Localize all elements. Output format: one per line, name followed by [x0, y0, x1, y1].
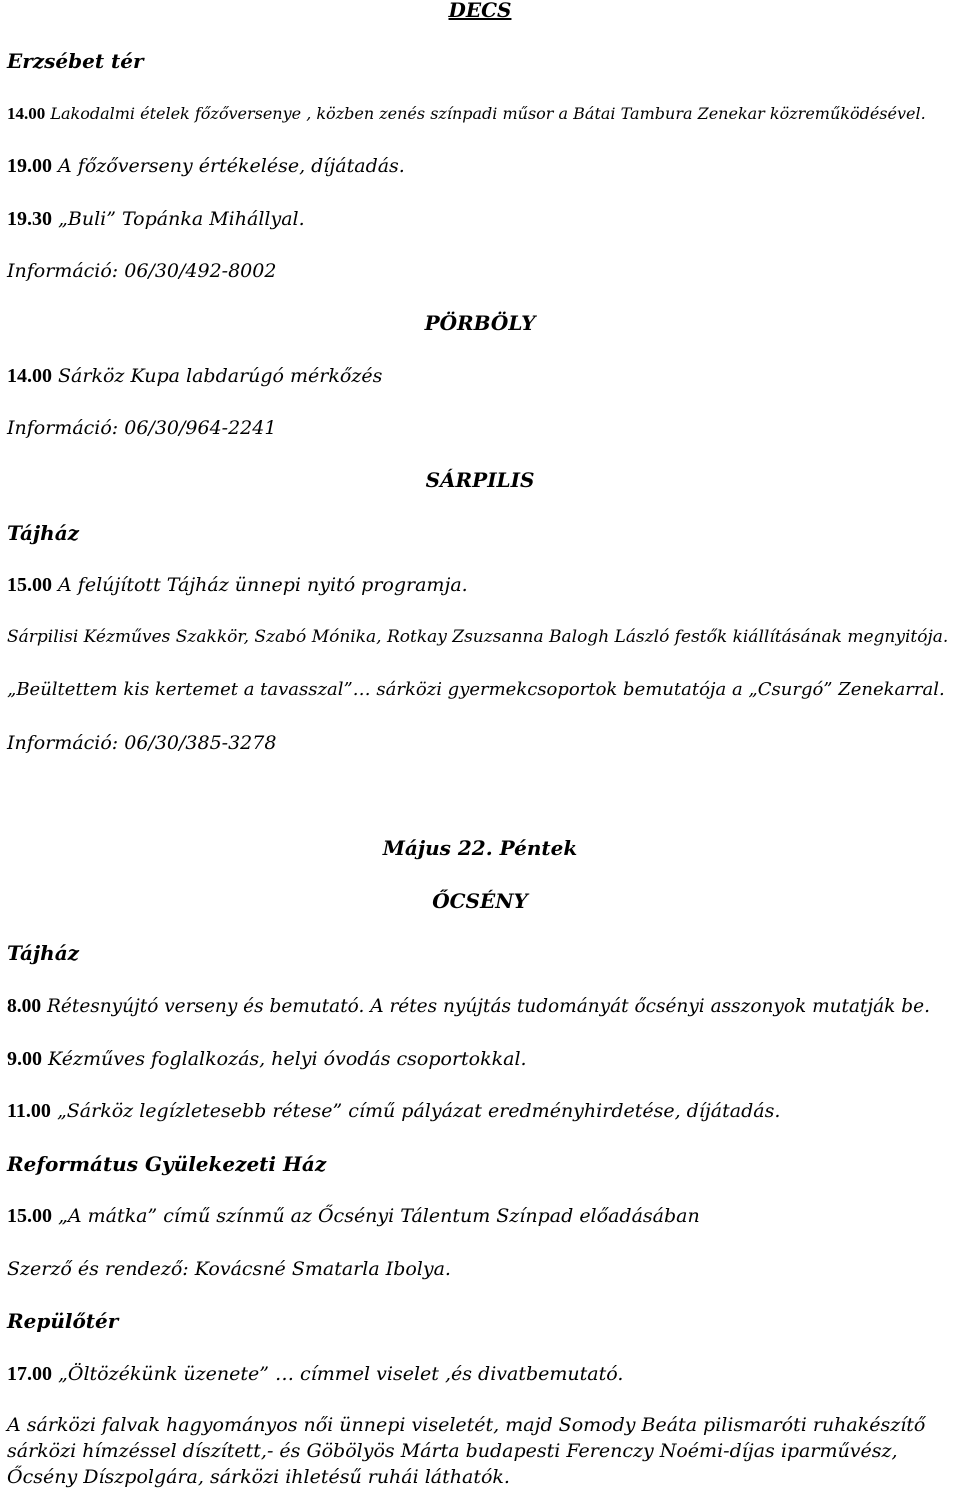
- venue-heading: Református Gyülekezeti Ház: [7, 1152, 327, 1176]
- program-item: [7, 995, 930, 1019]
- info-line: Információ: 06/30/492-8002: [7, 260, 277, 282]
- program-item: [7, 364, 382, 388]
- program-text: „A mátka” című színmű az Őcsényi Tálentum Színpad előadásában: [52, 1205, 700, 1227]
- program-time: 8.00: [7, 996, 42, 1017]
- day-heading: Május 22. Péntek: [382, 836, 578, 860]
- info-line: Információ: 06/30/964-2241: [7, 417, 277, 439]
- program-text: Sárköz Kupa labdarúgó mérkőzés: [52, 365, 383, 387]
- program-text: Rétesnyújtó verseny és bemutató. A rétes nyújtás tudományát őcsényi asszonyok mutatják be.: [41, 996, 930, 1017]
- program-time: 15.00: [7, 1205, 52, 1227]
- program-text: „Sárköz legízletesebb rétese” című pályázat eredményhirdetése, díjátadás.: [50, 1100, 781, 1122]
- program-item: [7, 154, 405, 178]
- info-line: Információ: 06/30/385-3278: [7, 732, 277, 754]
- program-item: [7, 1047, 527, 1071]
- program-time: 9.00: [7, 1048, 42, 1070]
- program-item: [7, 1204, 700, 1228]
- program-text: A főzőverseny értékelése, díjátadás.: [52, 155, 405, 177]
- venue-heading: Tájház: [7, 521, 80, 545]
- program-text: „Öltözékünk üzenete” … címmel viselet ,és divatbemutató.: [52, 1363, 624, 1385]
- program-line: „Beültettem kis kertemet a tavasszal”… sárközi gyermekcsoportok bemutatója a „Csurgó” Zenekarral.: [7, 679, 945, 700]
- program-time: 11.00: [7, 1100, 51, 1122]
- program-time: 15.00: [7, 574, 52, 596]
- program-time: 14.00: [7, 365, 52, 387]
- program-item: [7, 102, 926, 126]
- program-time: 17.00: [7, 1363, 52, 1385]
- venue-heading: Tájház: [7, 941, 80, 965]
- program-text: „Buli” Topánka Mihállyal.: [52, 208, 305, 230]
- program-item: [7, 573, 468, 597]
- program-time: 19.00: [7, 155, 52, 177]
- venue-heading: Repülőtér: [7, 1309, 119, 1333]
- section-title-porboly: PÖRBÖLY: [424, 311, 536, 335]
- program-text: Kézműves foglalkozás, helyi óvodás csoportokkal.: [42, 1048, 527, 1070]
- program-text: A felújított Tájház ünnepi nyitó programja.: [52, 574, 468, 596]
- program-item: [7, 1362, 623, 1386]
- program-time: 19.30: [7, 208, 52, 230]
- description-paragraph: A sárközi falvak hagyományos női ünnepi viseletét, majd Somody Beáta pilismaróti ruhakészítő sárközi hímzéssel díszített,- és Göbölyös Márta budapesti Ferenczy Noémi-díjas iparművész, Őcsény Díszpolgára, sárközi ihletésű ruhái láthatók.: [7, 1414, 926, 1488]
- section-title-sarpilis: SÁRPILIS: [425, 468, 535, 492]
- program-line: Sárpilisi Kézműves Szakkör, Szabó Mónika, Rotkay Zsuzsanna Balogh László festők kiállításának megnyitója.: [7, 627, 949, 647]
- program-item: [7, 207, 305, 231]
- program-item: [7, 1099, 780, 1123]
- credit-line: Szerző és rendező: Kovácsné Smatarla Ibolya.: [7, 1258, 451, 1280]
- program-time: 14.00: [7, 104, 46, 123]
- venue-heading: Erzsébet tér: [7, 49, 144, 73]
- section-title-ocseny: ŐCSÉNY: [432, 889, 528, 913]
- program-text: Lakodalmi ételek főzőversenye , közben zenés színpadi műsor a Bátai Tambura Zenekar közreműködésével.: [45, 104, 926, 123]
- section-title-decs: DECS: [448, 0, 512, 22]
